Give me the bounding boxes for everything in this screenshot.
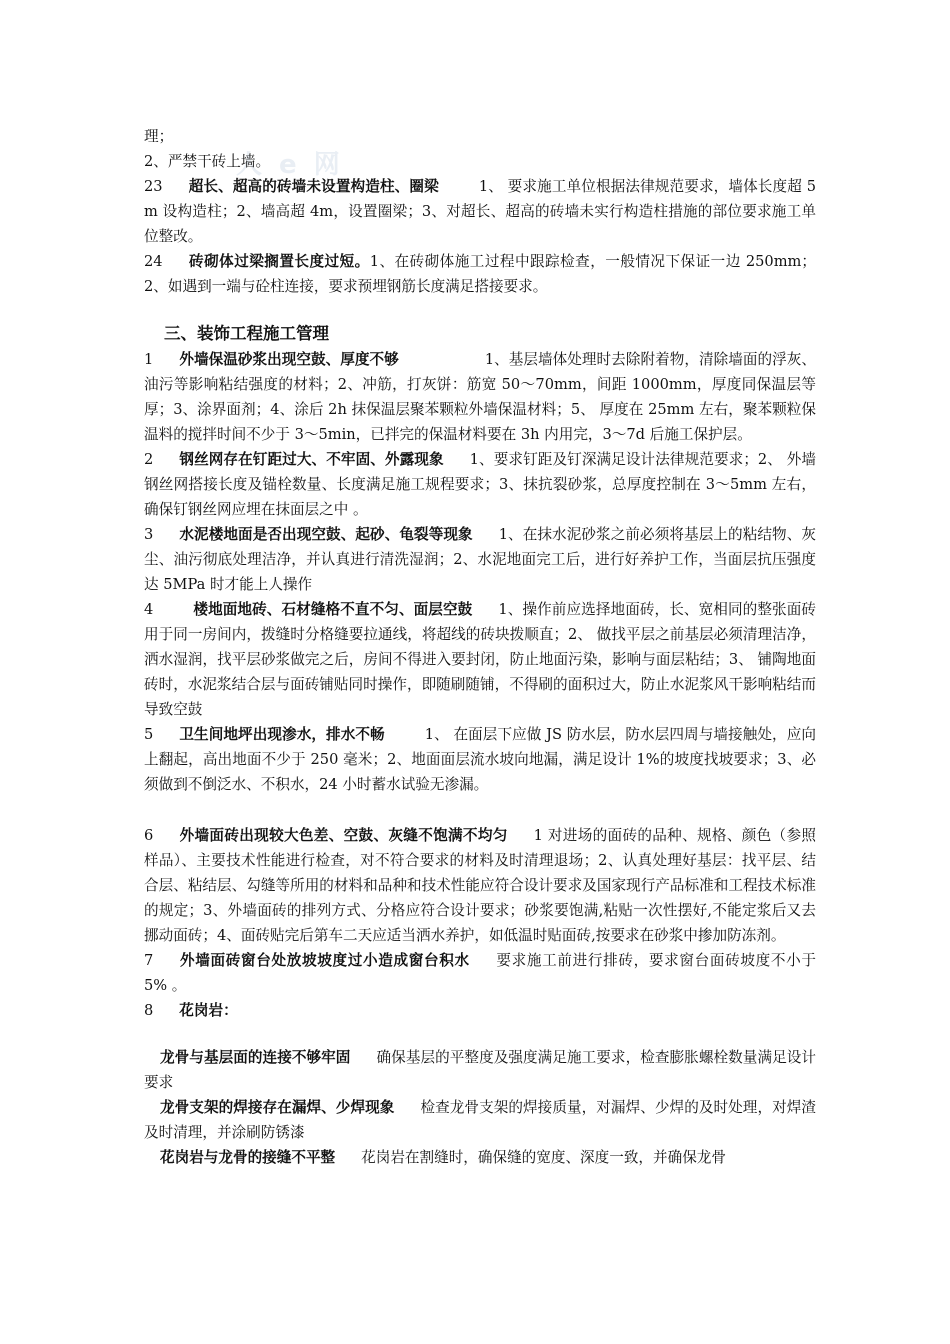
granite-item-2 bbox=[144, 1095, 816, 1145]
item-title: 钢丝网存在钉距过大、不牢固、外露现象 bbox=[179, 451, 444, 468]
item-title: 花岗岩： bbox=[179, 1002, 238, 1019]
item-c-6 bbox=[144, 823, 816, 948]
item-number: 2 bbox=[144, 451, 154, 468]
item-title: 外墙面砖出现较大色差、空鼓、灰缝不饱满不均匀 bbox=[179, 827, 508, 844]
item-title: 卫生间地坪出现渗水，排水不畅 bbox=[179, 726, 385, 743]
item-title: 砖砌体过梁搁置长度过短。 bbox=[188, 253, 370, 270]
item-c-8 bbox=[144, 998, 816, 1023]
section-title: 三、装饰工程施工管理 bbox=[164, 324, 329, 343]
item-text: 1、操作前应选择地面砖，长、宽相同的整张面砖用于同一房间内，拨缝时分格缝要拉通线，将超线的砖块拨顺直；2、 做找平层之前基层必须清理洁净，洒水湿润，找平层砂浆做完之后，房间不得进入要封闭，防止地面污染，影响与面层粘结；3、 铺陶地面砖时，水泥浆结合层与面砖铺贴同时操作，即随刷随铺，不得刷的面积过大，防止水泥浆风干影响粘结而导致空鼓 bbox=[144, 601, 816, 718]
item-text: 检查龙骨支架的焊接质量，对漏焊、少焊的及时处理，对焊渣及时清理，并涂刷防锈漆 bbox=[144, 1099, 816, 1141]
item-number: 4 bbox=[144, 601, 154, 618]
item-title: 龙骨与基层面的连接不够牢固 bbox=[160, 1049, 351, 1066]
watermark: 人 e 网 bbox=[236, 150, 344, 180]
item-title: 超长、超高的砖墙未设置构造柱、圈梁 bbox=[188, 178, 439, 195]
item-b-3 bbox=[144, 522, 816, 597]
item-number: 8 bbox=[144, 1002, 154, 1019]
item-text: 花岗岩在割缝时，确保缝的宽度、深度一致，并确保龙骨 bbox=[361, 1149, 726, 1166]
item-number: 6 bbox=[144, 827, 154, 844]
item-b-5 bbox=[144, 722, 816, 797]
item-23 bbox=[144, 174, 816, 249]
item-text: 要求施工前进行排砖，要求窗台面砖坡度不小于 5% 。 bbox=[144, 952, 816, 994]
item-title: 龙骨支架的焊接存在漏焊、少焊现象 bbox=[160, 1099, 395, 1116]
item-number: 1 bbox=[144, 351, 154, 368]
item-title: 外墙保温砂浆出现空鼓、厚度不够 bbox=[179, 351, 399, 368]
item-title: 楼地面地砖、石材缝格不直不匀、面层空鼓 bbox=[193, 601, 473, 618]
item-title: 花岗岩与龙骨的接缝不平整 bbox=[160, 1149, 336, 1166]
item-text: 1、要求钉距及钉深满足设计法律规范要求；2、 外墙钢丝网搭接长度及锚栓数量、长度满足施工规程要求；3、抹抗裂砂浆，总厚度控制在 3～5mm 左右，确保钉钢丝网应埋在抹面层之中 。 bbox=[144, 451, 816, 518]
item-b-2 bbox=[144, 447, 816, 522]
item-text: 1、在砖砌体施工过程中跟踪检查，一般情况下保证一边 250mm；2、如遇到一端与砼柱连接，要求预埋钢筋长度满足搭接要求。 bbox=[144, 253, 816, 295]
item-b-1 bbox=[144, 347, 816, 447]
item-text: 确保基层的平整度及强度满足施工要求，检查膨胀螺栓数量满足设计要求 bbox=[144, 1049, 816, 1091]
item-number: 23 bbox=[144, 178, 163, 195]
item-number: 7 bbox=[144, 952, 154, 969]
granite-item-1 bbox=[144, 1045, 816, 1095]
continued-item-2: 2、严禁干砖上墙。 bbox=[144, 153, 271, 170]
item-text: 1 对进场的面砖的品种、规格、颜色（参照样品）、主要技术性能进行检查，对不符合要求的材料及时清理退场；2、认真处理好基层：找平层、结合层、粘结层、勾缝等所用的材料和品种和技术性能应符合设计要求及国家现行产品标准和工程技术标准的规定；3、外墙面砖的排列方式、分格应符合设计要求；砂浆要饱满,粘贴一次性摆好,不能定浆后又去挪动面砖；4、面砖贴完后第车二天应适当洒水养护，如低温时贴面砖,按要求在砂浆中掺加防冻剂。 bbox=[144, 827, 816, 944]
item-title: 外墙面砖窗台处放坡坡度过小造成窗台积水 bbox=[179, 952, 470, 969]
granite-item-3 bbox=[144, 1145, 816, 1170]
item-title: 水泥楼地面是否出现空鼓、起砂、龟裂等现象 bbox=[179, 526, 473, 543]
continued-text: 理； bbox=[144, 128, 174, 145]
item-c-7 bbox=[144, 948, 816, 998]
document-page bbox=[144, 124, 816, 1170]
item-number: 3 bbox=[144, 526, 154, 543]
item-text: 1、 在面层下应做 JS 防水层，防水层四周与墙接触处，应向上翻起，高出地面不少于 250 毫米；2、地面面层流水坡向地漏，满足设计 1%的坡度找坡要求；3、必须做到不倒泛水、不积水，24 小时蓄水试验无渗漏。 bbox=[144, 726, 816, 793]
item-text: 1、基层墙体处理时去除附着物，清除墙面的浮灰、油污等影响粘结强度的材料；2、冲筋，打灰饼：筋宽 50～70mm，间距 1000mm，厚度同保温层等厚；3、涂界面剂；4、涂后 2h 抹保温层聚苯颗粒外墙保温材料；5、 厚度在 25mm 左右，聚苯颗粒保温料的搅拌时间不少于 3～5min，已拌完的保温材料要在 3h 内用完，3～7d 后施工保护层。 bbox=[144, 351, 816, 443]
item-number: 5 bbox=[144, 726, 154, 743]
item-text: 1、 要求施工单位根据法律规范要求，墙体长度超 5m 设构造柱；2、墙高超 4m，设置圈梁；3、对超长、超高的砖墙未实行构造柱措施的部位要求施工单位整改。 bbox=[144, 178, 816, 245]
item-number: 24 bbox=[144, 253, 163, 270]
item-b-4 bbox=[144, 597, 816, 722]
item-24 bbox=[144, 249, 816, 299]
item-text: 1、在抹水泥砂浆之前必须将基层上的粘结物、灰尘、油污彻底处理洁净，并认真进行清洗湿润；2、水泥地面完工后，进行好养护工作，当面层抗压强度达 5MPa 时才能上人操作 bbox=[144, 526, 816, 593]
